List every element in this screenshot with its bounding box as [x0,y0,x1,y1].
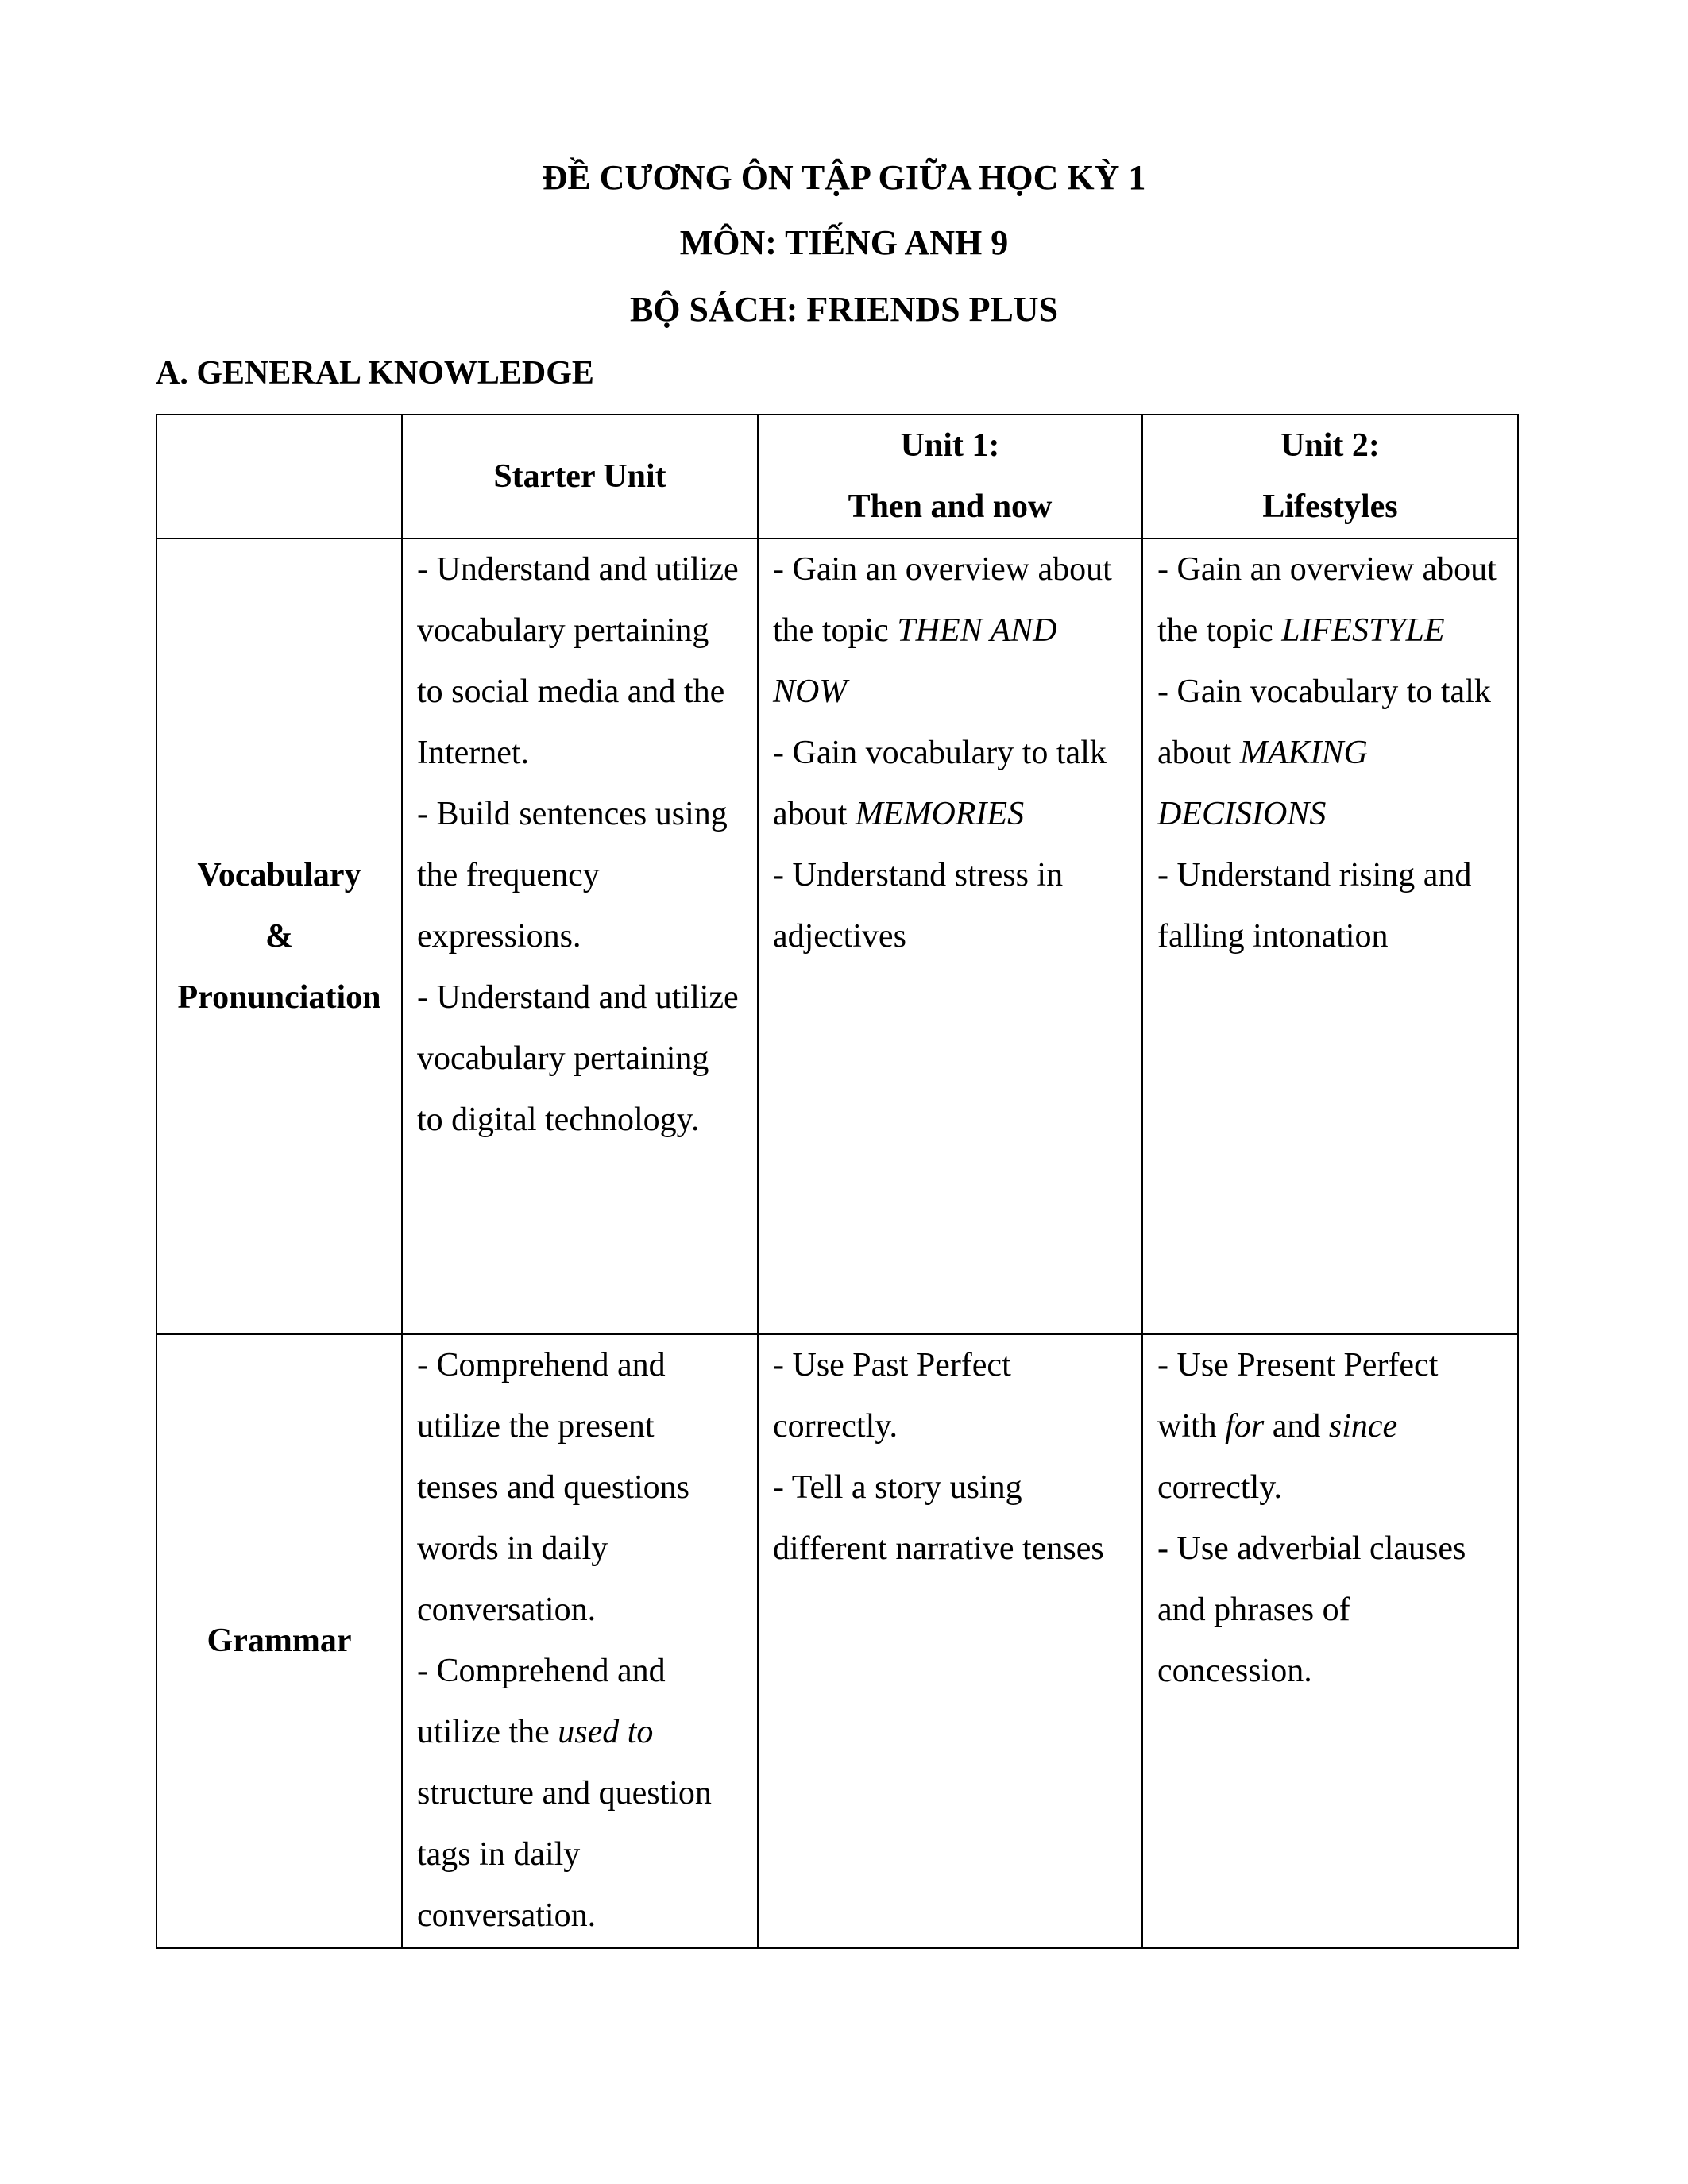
table-cell [1142,538,1518,1334]
cell-item: - Comprehend and utilize the present tenses and questions words in daily conversation. [417,1347,689,1628]
cell-item: - Comprehend and utilize the [417,1653,666,1750]
cell-item: - Use Present Perfect with [1157,1347,1439,1445]
emphasis: MAKING DECISIONS [1157,735,1368,832]
row-label-text: Pronunciation [177,978,381,1016]
emphasis: MEMORIES [855,796,1025,832]
header-text: Unit 1: [900,427,1000,464]
cell-item: - Use adverbial clauses and phrases of concession. [1157,1530,1466,1689]
row-label [156,1334,402,1948]
cell-item: - Understand and utilize vocabulary pertaining to social media and the Internet. [417,551,739,771]
table-row-vocabulary [156,538,1518,1334]
header-subtitle: Then and now [848,488,1053,525]
cell-item: - Gain vocabulary to talk about [773,735,1107,832]
cell-item: - Gain an overview about the topic [1157,551,1497,649]
header-text: Starter Unit [493,457,666,495]
emphasis: used to [558,1714,654,1750]
cell-item: - Understand stress in adjectives [773,857,1064,955]
subject-title: MÔN: TIẾNG ANH 9 [679,223,1009,262]
table-cell [758,1334,1142,1948]
header-starter-unit [402,415,758,538]
cell-item: - Gain an overview about the topic [773,551,1112,649]
emphasis: LIFESTYLE [1281,612,1445,649]
cell-item: - Use Past Perfect correctly. [773,1347,1011,1445]
cell-item-cont: and [1264,1408,1329,1445]
cell-item: - Understand and utilize vocabulary pertaining to digital technology. [417,979,739,1138]
cell-item: - Tell a story using different narrative tenses [773,1469,1104,1567]
row-label-text: Vocabulary [197,856,361,893]
table-row-grammar [156,1334,1518,1948]
cell-item-cont: structure and question tags in daily conversation. [417,1775,712,1934]
header-unit-2 [1142,415,1518,538]
emphasis: for [1225,1408,1265,1445]
table-cell [758,538,1142,1334]
row-label-text: & [265,917,293,955]
knowledge-table [156,414,1519,1949]
table-header-row [156,415,1518,538]
header-subtitle: Lifestyles [1262,488,1398,525]
emphasis: since [1328,1408,1398,1445]
empty-header-cell [156,415,402,538]
row-label-text: Grammar [207,1623,352,1659]
document-title: ĐỀ CƯƠNG ÔN TẬP GIỮA HỌC KỲ 1 [542,158,1146,197]
section-heading: A. GENERAL KNOWLEDGE [156,355,594,392]
header-unit-1 [758,415,1142,538]
cell-item-cont: correctly. [1157,1469,1283,1506]
table-cell [1142,1334,1518,1948]
emphasis: THEN AND NOW [773,612,1057,710]
header-text: Unit 2: [1280,427,1380,464]
row-label [156,538,402,1334]
cell-item: - Gain vocabulary to talk about [1157,673,1491,771]
book-title: BỘ SÁCH: FRIENDS PLUS [629,290,1059,329]
cell-item: - Build sentences using the frequency expressions. [417,796,728,955]
table-cell [402,538,758,1334]
cell-item: - Understand rising and falling intonation [1157,857,1472,955]
table-cell [402,1334,758,1948]
